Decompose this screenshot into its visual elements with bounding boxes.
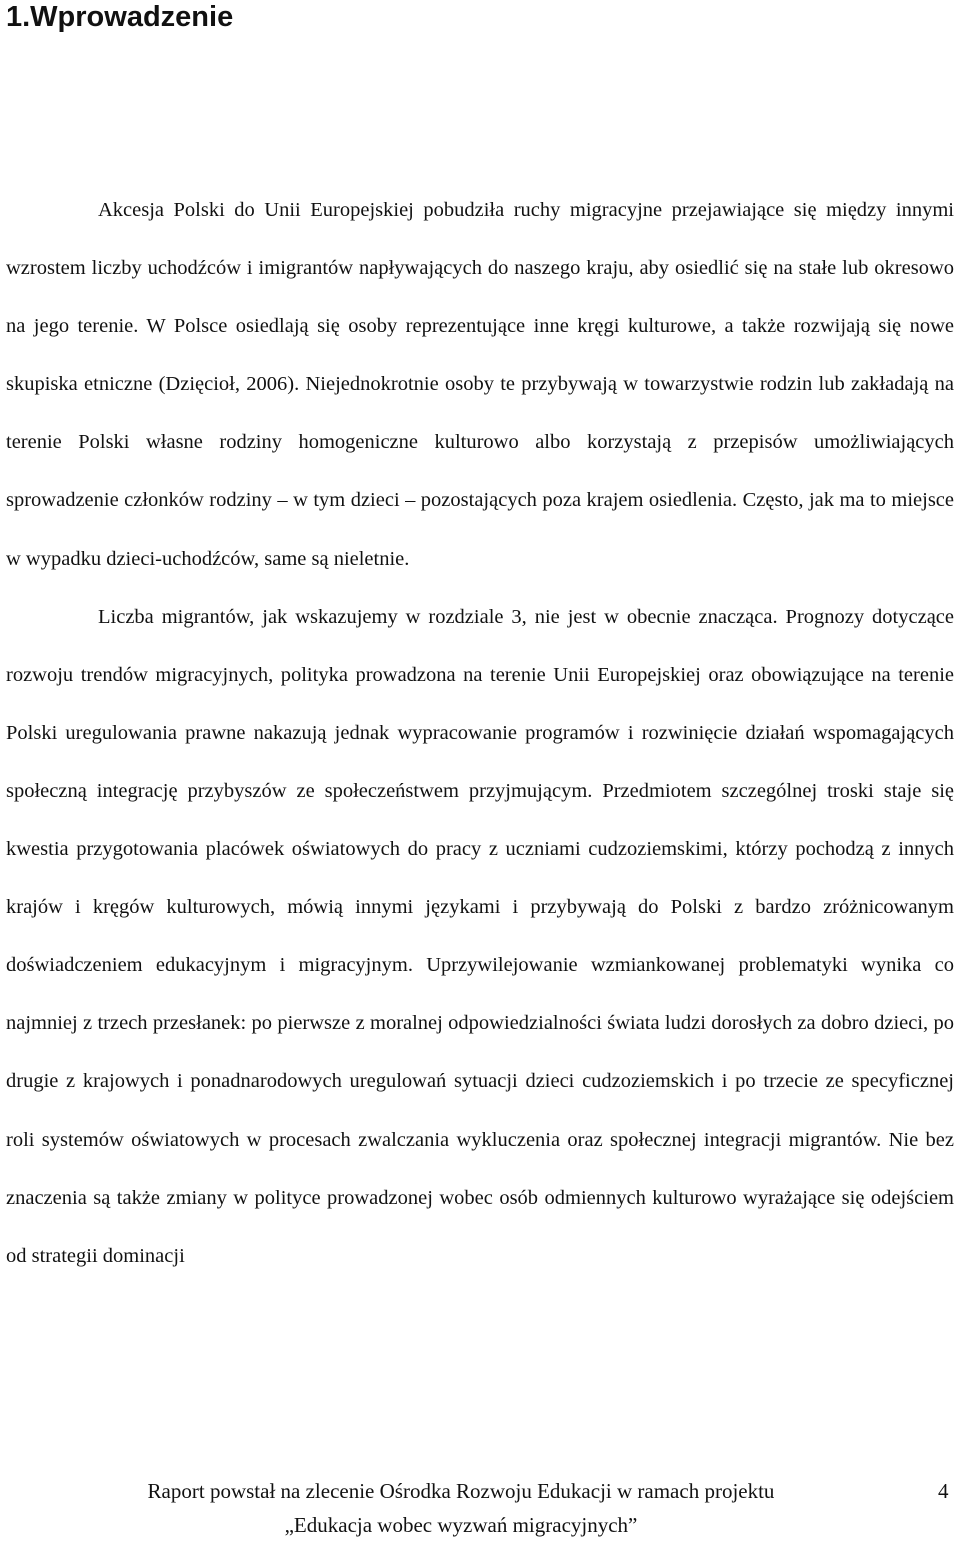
section-heading: 1.Wprowadzenie — [6, 1, 234, 33]
paragraph-1: Akcesja Polski do Unii Europejskiej pobudziła ruchy migracyjne przejawiające się między innymi wzrostem liczby uchodźców i imigrantów napływających do naszego kraju, aby osiedlić się na stałe lub okresowo na jego terenie. W Polsce osiedlają się osoby reprezentujące inne kręgi kulturowe, a także rozwijają się nowe skupiska etniczne (Dzięcioł, 2006). Niejednokrotnie osoby te przybywają w towarzystwie rodzin lub zakładają na terenie Polski własne rodziny homogeniczne kulturowo albo korzystają z przepisów umożliwiających sprowadzenie członków rodziny – w tym dzieci – pozostających poza krajem osiedlenia. Często, jak ma to miejsce w wypadku dzieci-uchodźców, same są nieletnie. — [6, 199, 954, 570]
document-body — [6, 181, 954, 1285]
footer-note-line-2: „Edukacja wobec wyzwań migracyjnych” — [284, 1513, 638, 1537]
page-number: 4 — [938, 1479, 949, 1503]
page-footer — [0, 1474, 960, 1554]
paragraph-2: Liczba migrantów, jak wskazujemy w rozdziale 3, nie jest w obecnie znacząca. Prognozy dotyczące rozwoju trendów migracyjnych, polityka prowadzona na terenie Unii Europejskiej oraz obowiązujące na terenie Polski uregulowania prawne nakazują jednak wypracowanie programów i rozwinięcie działań wspomagających społeczną integrację przybyszów ze społeczeństwem przyjmującym. Przedmiotem szczególnej troski staje się kwestia przygotowania placówek oświatowych do pracy z uczniami cudzoziemskimi, którzy pochodzą z innych krajów i kręgów kulturowych, mówią innymi językami i przybywają do Polski z bardzo zróżnicowanym doświadczeniem edukacyjnym i migracyjnym. Uprzywilejowanie wzmiankowanej problematyki wynika co najmniej z trzech przesłanek: po pierwsze z moralnej odpowiedzialności świata ludzi dorosłych za dobro dzieci, po drugie z krajowych i ponadnarodowych uregulowań sytuacji dzieci cudzoziemskich i po trzecie ze specyficznej roli systemów oświatowych w procesach zwalczania wykluczenia oraz społecznej integracji migrantów. Nie bez znaczenia są także zmiany w polityce prowadzonej wobec osób odmiennych kulturowo wyrażające się odejściem od strategii dominacji — [6, 605, 954, 1267]
footer-note-line-1: Raport powstał na zlecenie Ośrodka Rozwoju Edukacji w ramach projektu — [147, 1479, 775, 1503]
